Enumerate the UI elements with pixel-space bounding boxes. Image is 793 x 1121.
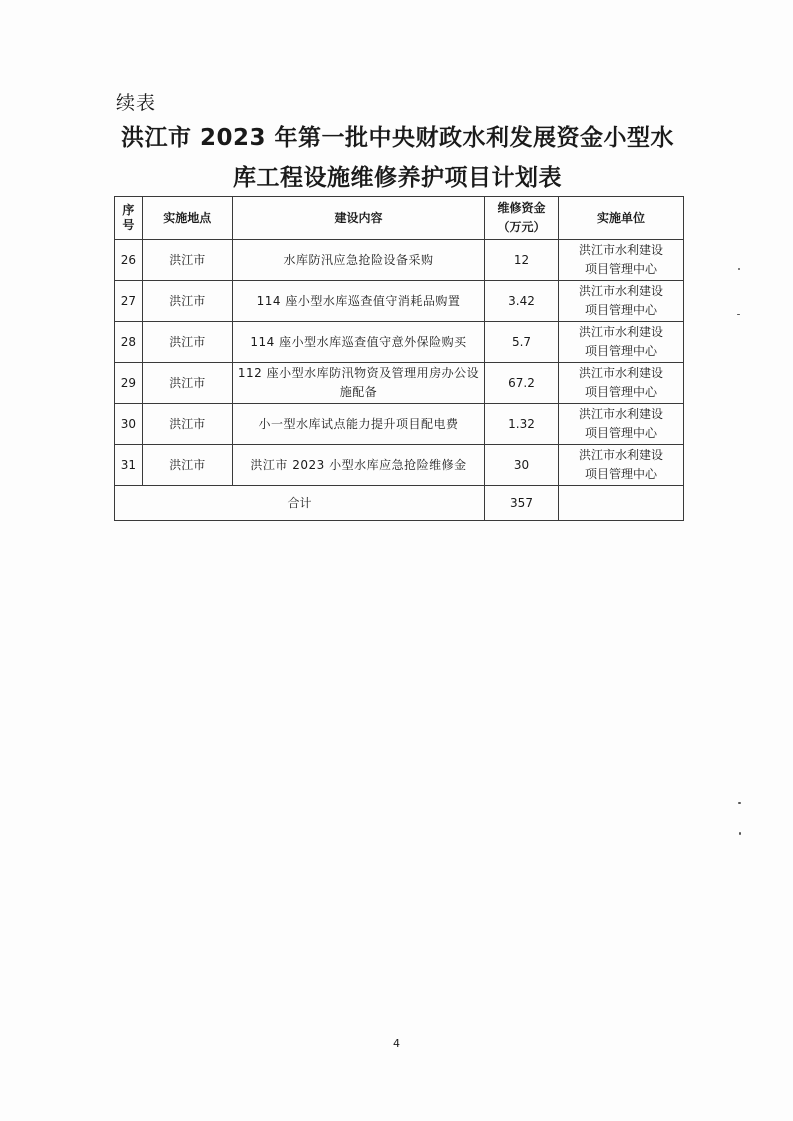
table-row (115, 322, 684, 363)
scan-speck (738, 802, 741, 804)
cell-content: 114 座小型水库巡查值守意外保险购买 (232, 322, 484, 363)
cell-content: 112 座小型水库防汛物资及管理用房办公设施配备 (232, 363, 484, 404)
cell-fund: 1.32 (485, 404, 559, 445)
scan-speck (739, 832, 741, 835)
header-fund: 维修资金 （万元） (485, 197, 559, 240)
table-row (115, 445, 684, 486)
cell-unit: 洪江市水利建设 项目管理中心 (558, 322, 683, 363)
cell-content: 小一型水库试点能力提升项目配电费 (232, 404, 484, 445)
title-line-2: 库工程设施维修养护项目计划表 (233, 165, 562, 191)
scan-speck (737, 314, 740, 315)
continued-label: 续表 (116, 92, 157, 114)
page-number: 4 (393, 1037, 400, 1050)
cell-content: 水库防汛应急抢险设备采购 (232, 240, 484, 281)
cell-serial-number: 30 (115, 404, 143, 445)
cell-location: 洪江市 (142, 445, 232, 486)
cell-unit: 洪江市水利建设 项目管理中心 (558, 445, 683, 486)
total-fund: 357 (485, 486, 559, 521)
table-row (115, 404, 684, 445)
cell-serial-number: 29 (115, 363, 143, 404)
table-total-row (115, 486, 684, 521)
cell-fund: 30 (485, 445, 559, 486)
title-line-1: 洪江市 2023 年第一批中央财政水利发展资金小型水 (120, 125, 675, 151)
cell-location: 洪江市 (142, 240, 232, 281)
cell-content: 洪江市 2023 小型水库应急抢险维修金 (232, 445, 484, 486)
header-location: 实施地点 (142, 197, 232, 240)
cell-unit: 洪江市水利建设 项目管理中心 (558, 240, 683, 281)
table-header-row (115, 197, 684, 240)
total-unit (558, 486, 683, 521)
cell-location: 洪江市 (142, 281, 232, 322)
table-row (115, 240, 684, 281)
cell-fund: 5.7 (485, 322, 559, 363)
cell-fund: 67.2 (485, 363, 559, 404)
cell-serial-number: 28 (115, 322, 143, 363)
header-unit: 实施单位 (558, 197, 683, 240)
project-plan-table (114, 196, 684, 521)
cell-fund: 12 (485, 240, 559, 281)
scan-speck (738, 268, 740, 270)
cell-serial-number: 31 (115, 445, 143, 486)
cell-location: 洪江市 (142, 363, 232, 404)
table-row (115, 363, 684, 404)
header-content: 建设内容 (232, 197, 484, 240)
cell-content: 114 座小型水库巡查值守消耗品购置 (232, 281, 484, 322)
cell-location: 洪江市 (142, 404, 232, 445)
cell-serial-number: 26 (115, 240, 143, 281)
cell-fund: 3.42 (485, 281, 559, 322)
cell-unit: 洪江市水利建设 项目管理中心 (558, 404, 683, 445)
total-label: 合计 (115, 486, 485, 521)
cell-unit: 洪江市水利建设 项目管理中心 (558, 281, 683, 322)
cell-unit: 洪江市水利建设 项目管理中心 (558, 363, 683, 404)
cell-serial-number: 27 (115, 281, 143, 322)
document-title (100, 118, 695, 198)
cell-location: 洪江市 (142, 322, 232, 363)
header-serial-number: 序 号 (115, 197, 143, 240)
table-row (115, 281, 684, 322)
